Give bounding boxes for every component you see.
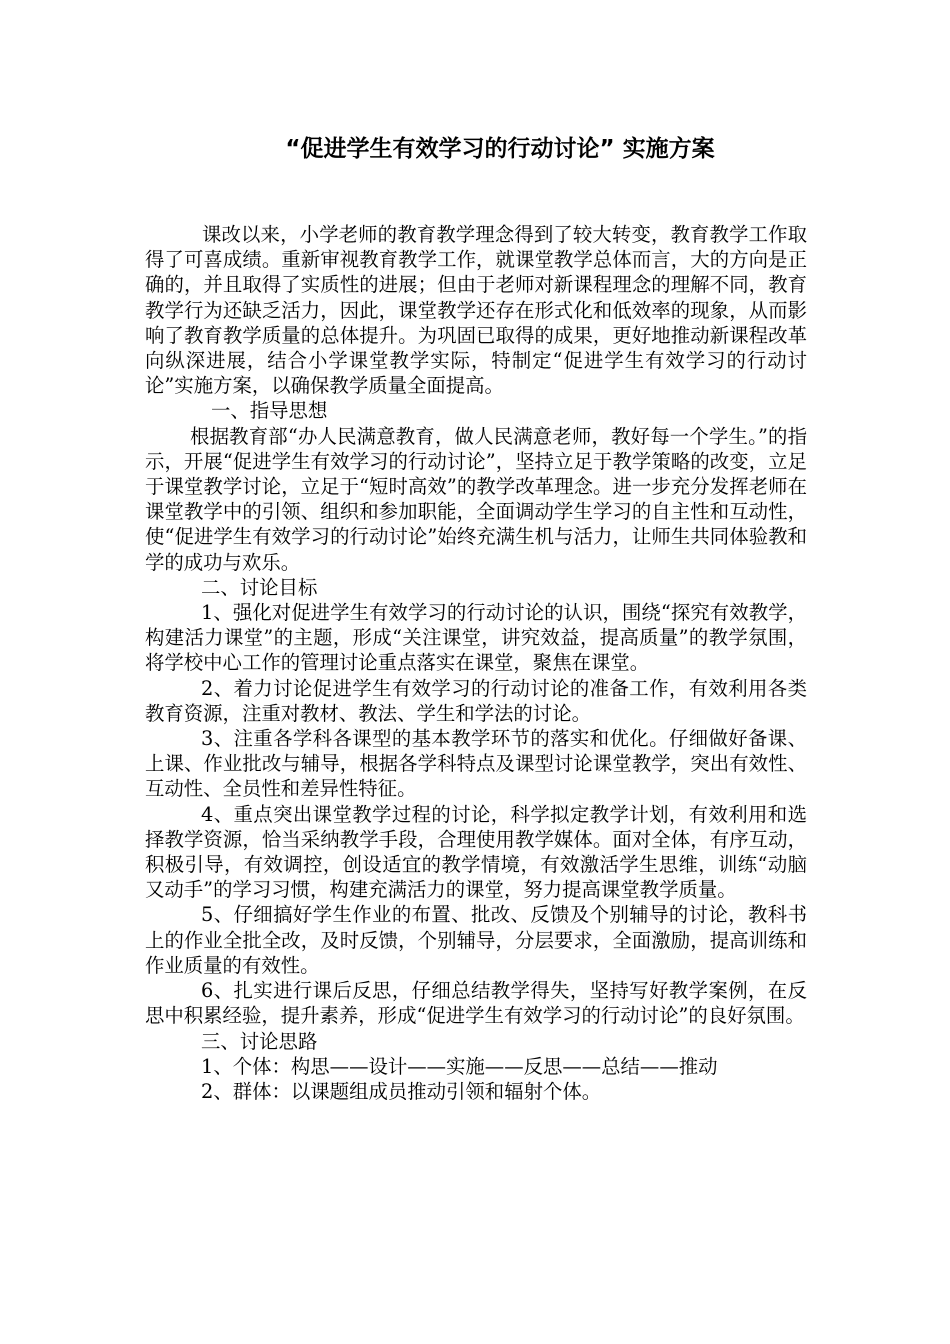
approach-item-1: 1、个体：构思——设计——实施——反思——总结——推动 bbox=[201, 1054, 718, 1078]
goal-item-3: 3、注重各学科各课型的基本教学环节的落实和优化。仔细做好备课、上课、作业批改与辅导，根据各学科特点及课型讨论课堂教学，突出有效性、互动性、全员性和差异性特征。 bbox=[145, 727, 807, 801]
section-heading-guiding-ideology: 一、指导思想 bbox=[211, 399, 328, 423]
goal-item-5: 5、仔细搞好学生作业的布置、批改、反馈及个别辅导的讨论，教科书上的作业全批全改，及时反馈，个别辅导，分层要求，全面激励，提高训练和作业质量的有效性。 bbox=[145, 903, 807, 977]
goal-item-1: 1、强化对促进学生有效学习的行动讨论的认识，围绕“探究有效教学，构建活力课堂”的主题，形成“关注课堂，讲究效益，提高质量”的教学氛围，将学校中心工作的管理讨论重点落实在课堂，聚焦在课堂。 bbox=[145, 601, 807, 675]
approach-item-2: 2、群体：以课题组成员推动引领和辐射个体。 bbox=[201, 1079, 602, 1103]
goal-item-4: 4、重点突出课堂教学过程的讨论，科学拟定教学计划，有效利用和选择教学资源，恰当采纳教学手段，合理使用教学媒体。面对全体，有序互动，积极引导，有效调控，创设适宜的教学情境，有效激活学生思维，训练“动脑又动手”的学习习惯，构建充满活力的课堂，努力提高课堂教学质量。 bbox=[145, 802, 807, 902]
goal-item-6: 6、扎实进行课后反思，仔细总结教学得失，坚持写好教学案例，在反思中积累经验，提升素养，形成“促进学生有效学习的行动讨论”的良好氛围。 bbox=[145, 979, 807, 1028]
intro-paragraph: 课改以来，小学老师的教育教学理念得到了较大转变，教育教学工作取得了可喜成绩。重新审视教育教学工作，就课堂教学总体而言，大的方向是正确的，并且取得了实质性的进展；但由于老师对新课程理念的理解不同，教育教学行为还缺乏活力，因此，课堂教学还存在形式化和低效率的现象，从而影响了教育教学质量的总体提升。为巩固已取得的成果，更好地推动新课程改革向纵深进展，结合小学课堂教学实际，特制定“促进学生有效学习的行动讨论”实施方案，以确保教学质量全面提高。 bbox=[145, 223, 807, 398]
section-heading-goals: 二、讨论目标 bbox=[201, 575, 318, 599]
document-title: “促进学生有效学习的行动讨论” 实施方案 bbox=[285, 136, 715, 162]
goal-item-2: 2、着力讨论促进学生有效学习的行动讨论的准备工作，有效利用各类教育资源，注重对教材、教法、学生和学法的讨论。 bbox=[145, 676, 807, 725]
document-body bbox=[145, 222, 807, 1104]
section-heading-approach: 三、讨论思路 bbox=[201, 1029, 318, 1053]
guiding-ideology-paragraph: 根据教育部“办人民满意教育，做人民满意老师，教好每一个学生。”的指示，开展“促进学生有效学习的行动讨论”，坚持立足于教学策略的改变，立足于课堂教学讨论，立足于“短时高效”的教学改革理念。进一步充分发挥老师在课堂教学中的引领、组织和参加职能，全面调动学生学习的自主性和互动性，使“促进学生有效学习的行动讨论”始终充满生机与活力，让师生共同体验教和学的成功与欢乐。 bbox=[145, 424, 807, 574]
